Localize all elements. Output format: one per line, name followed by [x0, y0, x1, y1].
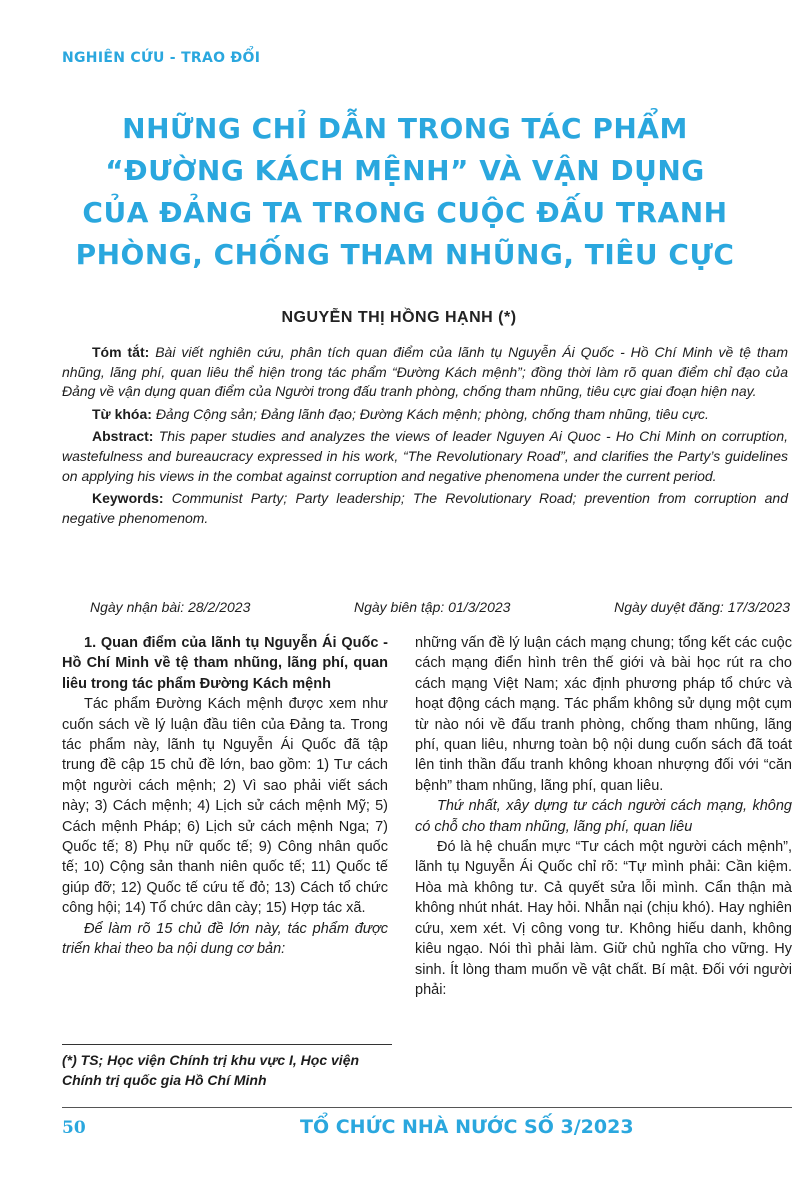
title-line: PHÒNG, CHỐNG THAM NHŨNG, TIÊU CỰC: [75, 238, 735, 271]
keywords-vi: [62, 405, 788, 425]
journal-name: TỔ CHỨC NHÀ NƯỚC SỐ 3/2023: [300, 1116, 634, 1138]
section-label: NGHIÊN CỨU - TRAO ĐỔI: [62, 50, 261, 66]
article-title: [60, 108, 750, 276]
keywords-vi-text: Đảng Cộng sản; Đảng lãnh đạo; Đường Kách mệnh; phòng, chống tham nhũng, tiêu cực.: [155, 405, 709, 422]
body-paragraph: Đó là hệ chuẩn mực “Tư cách một người cách mệnh”, lãnh tụ Nguyễn Ái Quốc chỉ rõ: “Tự mình phải: Cần kiệm. Hòa mà không tư. Cả quyết sửa lỗi mình. Cẩn thận mà không nhút nhát. Hay hỏi. Nhẫn nại (chịu khó). Hay nghiên cứu, xem xét. Vị công vong tư. Không hiếu danh, không kiêu ngạo. Nói thì phải làm. Giữ chủ nghĩa cho vững. Hy sinh. Ít lòng tham muốn về vật chất. Bí mật. Đối với người phải:: [415, 839, 792, 998]
body-column-right: [415, 633, 792, 1000]
title-line: NHỮNG CHỈ DẪN TRONG TÁC PHẨM: [122, 112, 688, 145]
author-name: NGUYỄN THỊ HỒNG HẠNH (*): [281, 309, 517, 326]
keywords-en-label: Keywords:: [92, 490, 164, 507]
abstract-block: [62, 343, 788, 531]
title-line: “ĐƯỜNG KÁCH MỆNH” VÀ VẬN DỤNG: [105, 154, 705, 187]
body-paragraph: Để làm rõ 15 chủ đề lớn này, tác phẩm được triển khai theo ba nội dung cơ bản:: [62, 920, 388, 958]
date-edited: Ngày biên tập: 01/3/2023: [353, 599, 511, 615]
author-footnote: (*) TS; Học viện Chính trị khu vực I, Học viện Chính trị quốc gia Hồ Chí Minh: [62, 1044, 392, 1090]
title-line: CỦA ĐẢNG TA TRONG CUỘC ĐẤU TRANH: [82, 196, 728, 229]
abstract-en: [62, 427, 788, 486]
article-dates: [90, 599, 790, 615]
body-paragraph: những vấn đề lý luận cách mạng chung; tổng kết các cuộc cách mạng điển hình trên thế giới và bài học rút ra cho cách mạng Việt Nam; xác định phương pháp tổ chức và hoạt động cách mạng. Tác phẩm không sử dụng một cụm từ nào nói về đấu tranh phòng, chống tham nhũng, lãng phí, quan liêu, nhưng toàn bộ nội dung cuốn sách đã toát lên tinh thần đấu tranh không khoan nhượng đối với “căn bệnh” tham nhũng, lãng phí, quan liêu.: [415, 635, 792, 794]
summary-vi: [62, 343, 788, 402]
abstract-text: This paper studies and analyzes the views of leader Nguyen Ai Quoc - Ho Chi Minh on corruption, wastefulness and bureaucracy expressed in his work, “The Revolutionary Road”, and clarifies the Party’s guidelines on applying his views in the combat against corruption and negative phenomena under the current period.: [62, 428, 789, 484]
date-approved: Ngày duyệt đăng: 17/3/2023: [614, 599, 790, 615]
keywords-en-text: Communist Party; Party leadership; The Revolutionary Road; prevention from corruption and negative phenomenom.: [62, 490, 788, 526]
summary-text: Bài viết nghiên cứu, phân tích quan điểm của lãnh tụ Nguyễn Ái Quốc - Hồ Chí Minh về tệ tham nhũng, lãng phí, quan liêu thể hiện trong tác phẩm “Đường Kách mệnh”; đồng thời làm rõ quan điểm chỉ đạo của Đảng về vận dụng quan điểm của Người trong đấu tranh phòng, chống tham nhũng, tiêu cực giai đoạn hiện nay.: [62, 344, 789, 400]
keywords-en: [62, 489, 788, 528]
subsection-heading: Thứ nhất, xây dựng tư cách người cách mạng, không có chỗ cho tham nhũng, lãng phí, quan liêu: [415, 798, 792, 835]
summary-label: Tóm tắt:: [92, 344, 150, 360]
body-column-left: [62, 633, 388, 960]
keywords-vi-label: Từ khóa:: [92, 405, 152, 422]
abstract-label: Abstract:: [92, 428, 154, 445]
footer-divider: [62, 1107, 792, 1108]
section-heading: 1. Quan điểm của lãnh tụ Nguyễn Ái Quốc - Hồ Chí Minh về tệ tham nhũng, lãng phí, quan liêu trong tác phẩm Đường Kách mệnh: [62, 635, 388, 692]
body-paragraph: Tác phẩm Đường Kách mệnh được xem như cuốn sách về lý luận đầu tiên của Đảng ta. Trong tác phẩm này, lãnh tụ Nguyễn Ái Quốc đã tập trung đề cập 15 chủ đề lớn, bao gồm: 1) Tư cách một người cách mệnh; 2) Vì sao phải viết sách này; 3) Cách mệnh; 4) Lịch sử cách mệnh Mỹ; 5) Cách mệnh Pháp; 6) Lịch sử cách mệnh Nga; 7) Quốc tế; 8) Phụ nữ quốc tế; 9) Công nhân quốc tế; 10) Cộng sản thanh niên quốc tế; 11) Quốc tế giúp đỡ; 12) Quốc tế cứu tế đỏ; 13) Cách tổ chức công hội; 14) Tổ chức dân cày; 15) Hợp tác xã.: [62, 696, 388, 917]
page-number: 50: [62, 1118, 86, 1138]
date-received: Ngày nhận bài: 28/2/2023: [90, 599, 251, 615]
